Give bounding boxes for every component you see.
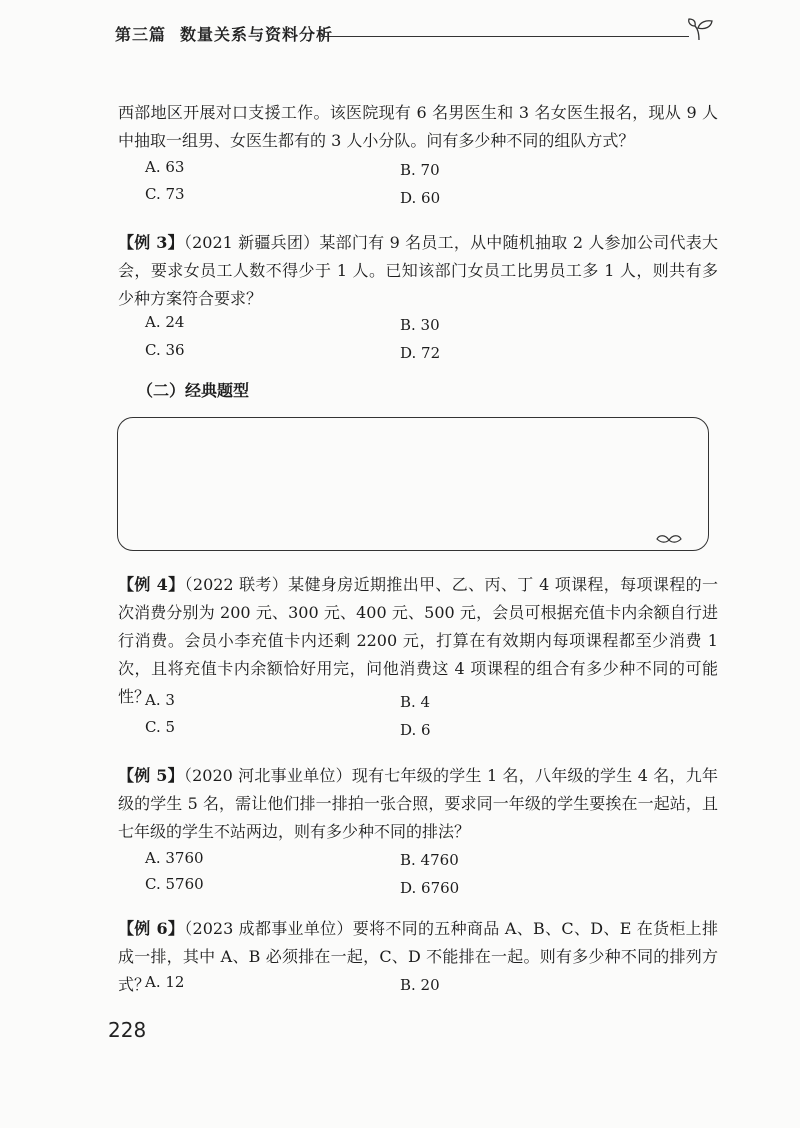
sprout-icon (687, 16, 717, 42)
intro-option-d: D. 60 (400, 189, 441, 207)
example-3-option-a: A. 24 (145, 313, 185, 331)
header-rule (321, 36, 689, 37)
page-number: 228 (108, 1018, 147, 1042)
example-5-option-d: D. 6760 (400, 879, 460, 897)
example-4-option-a: A. 3 (145, 691, 175, 709)
example-6-option-b: B. 20 (400, 976, 440, 994)
header-part: 第三篇 (115, 25, 167, 44)
example-3-option-b: B. 30 (400, 316, 440, 334)
example-3 (118, 229, 718, 313)
question-intro-text: 西部地区开展对口支援工作。该医院现有 6 名男医生和 3 名女医生报名，现从 9 人中抽取一组男、女医生都有的 3 人小分队。问有多少种不同的组队方式？ (118, 103, 718, 150)
example-5-option-a: A. 3760 (145, 849, 204, 867)
example-3-option-c: C. 36 (145, 341, 185, 359)
example-3-option-d: D. 72 (400, 344, 441, 362)
example-5-option-c: C. 5760 (145, 875, 204, 893)
example-4-option-b: B. 4 (400, 693, 431, 711)
example-5 (118, 762, 718, 846)
header-chapter: 数量关系与资料分析 (180, 25, 334, 44)
leaf-icon (656, 532, 682, 546)
example-3-text: （2021 新疆兵团）某部门有 9 名员工，从中随机抽取 2 人参加公司代表大会，要求女员工人数不得少于 1 人。已知该部门女员工比男员工多 1 人，则共有多少种方案符合要求？ (118, 233, 718, 308)
intro-option-b: B. 70 (400, 161, 440, 179)
example-3-tag: 【例 3】 (118, 233, 184, 252)
example-4-text: （2022 联考）某健身房近期推出甲、乙、丙、丁 4 项课程，每项课程的一次消费分别为 200 元、300 元、400 元、500 元，会员可根据充值卡内余额自行进行消费。会员小李充值卡内还剩 2200 元，打算在有效期内每项课程都至少消费 1 次，且将充值卡内余额恰好用完，问他消费这 4 项课程的组合有多少种不同的可能性？ (118, 575, 718, 706)
running-header (115, 16, 715, 46)
example-4-option-d: D. 6 (400, 721, 431, 739)
example-6-tag: 【例 6】 (118, 919, 185, 938)
example-5-option-b: B. 4760 (400, 851, 459, 869)
notes-box (117, 417, 709, 551)
intro-option-a: A. 63 (145, 158, 185, 176)
example-5-text: （2020 河北事业单位）现有七年级的学生 1 名，八年级的学生 4 名，九年级的学生 5 名，需让他们排一排拍一张合照，要求同一年级的学生要挨在一起站，且七年级的学生不站两边，则有多少种不同的排法？ (118, 766, 718, 841)
section-heading: （二）经典题型 (137, 381, 250, 400)
example-4-option-c: C. 5 (145, 718, 176, 736)
example-6-option-a: A. 12 (145, 973, 185, 991)
example-6-text: （2023 成都事业单位）要将不同的五种商品 A、B、C、D、E 在货柜上排成一排，其中 A、B 必须排在一起，C、D 不能排在一起。则有多少种不同的排列方式？ (118, 919, 718, 994)
example-5-tag: 【例 5】 (118, 766, 184, 785)
example-4-tag: 【例 4】 (118, 575, 185, 594)
example-4 (118, 571, 718, 711)
header-title (115, 22, 333, 45)
intro-option-c: C. 73 (145, 185, 185, 203)
